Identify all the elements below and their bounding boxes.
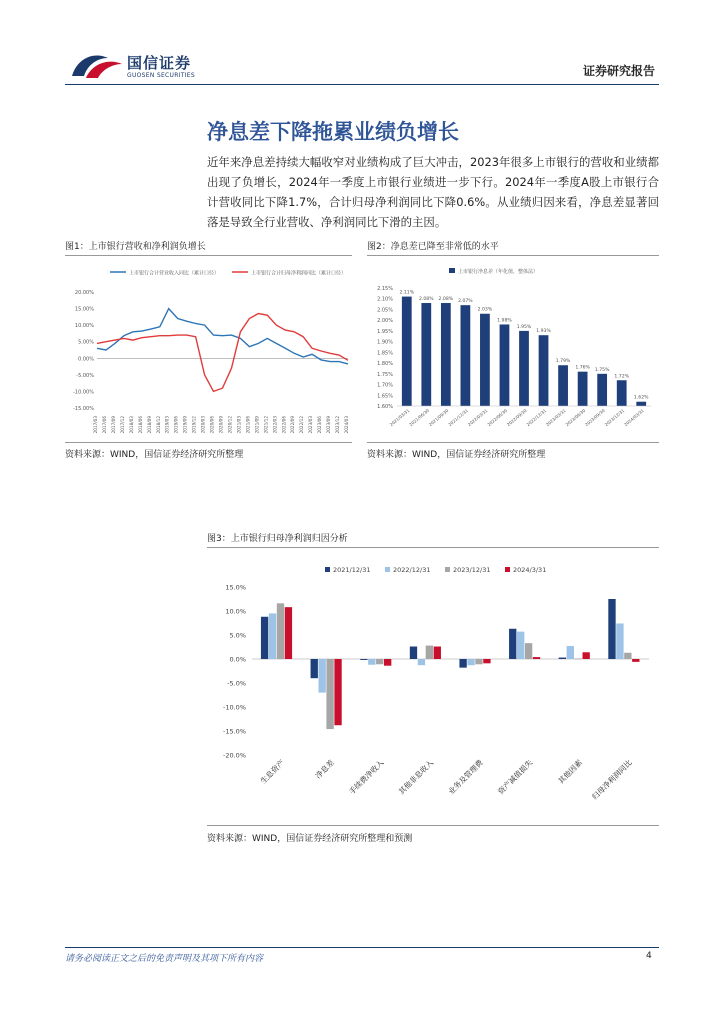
fig2-y-tick-label: 1.70%: [377, 382, 393, 389]
fig2-source: 资料来源：WIND，国信证券经济研究所整理: [367, 450, 546, 460]
fig3-y-tick-label: 15.0%: [225, 583, 246, 592]
fig1-source: 资料来源：WIND，国信证券经济研究所整理: [65, 450, 244, 460]
fig2-y-tick-label: 1.65%: [377, 393, 393, 400]
fig1-x-tick-label: 2021/03: [236, 416, 242, 434]
fig3-x-tick-label: 手续费净收入: [347, 758, 386, 797]
logo-chinese-name: 国信证券: [127, 54, 192, 72]
fig3-bar: [418, 659, 425, 665]
fig1-x-tick-label: 2019/12: [191, 416, 197, 434]
fig1-y-tick-label: -10.00%: [73, 389, 94, 396]
fig1-x-tick-label: 2017/09: [110, 416, 116, 434]
fig3-x-tick-label: 其他非息收入: [396, 758, 436, 797]
fig2-x-tick-label: 2022/09/30: [505, 407, 528, 428]
fig1-y-tick-label: -5.00%: [76, 372, 94, 379]
fig2-data-label: 1.75%: [594, 367, 610, 373]
fig1-x-tick-label: 2023/09: [326, 416, 332, 434]
fig2-bar: [558, 365, 568, 406]
fig2-y-tick-label: 1.75%: [377, 371, 393, 378]
report-type-label: 证券研究报告: [583, 64, 656, 78]
fig1-x-tick-label: 2022/06: [281, 416, 287, 434]
fig2-y-tick-label: 2.10%: [377, 296, 393, 303]
fig1-y-tick-label: 0.00%: [78, 356, 94, 363]
fig2-y-tick-label: 1.95%: [377, 328, 393, 335]
fig2-data-label: 2.03%: [477, 307, 493, 313]
fig3-caption-line: [207, 547, 659, 548]
fig3-bar: [525, 643, 532, 659]
fig1-x-tick-label: 2018/12: [155, 416, 161, 434]
fig3-bar: [459, 659, 466, 668]
fig3-bar: [533, 657, 540, 659]
fig2-x-tick-label: 2022/12/31: [525, 407, 548, 428]
fig1-source-line: [65, 442, 352, 443]
fig3-x-tick-label: 业务及管理费: [446, 758, 485, 797]
fig3-bar: [632, 659, 639, 662]
fig3-bar: [434, 647, 441, 659]
fig1-legend-label-1: 上市银行合计归母净利润同比（累计口径）: [251, 270, 347, 277]
fig3-legend-swatch-3: [505, 567, 510, 572]
fig3-bar: [583, 652, 590, 659]
fig3-bar: [277, 603, 284, 659]
fig3-bar: [426, 646, 433, 659]
fig3-bar: [376, 659, 383, 664]
fig1-x-tick-label: 2017/06: [101, 416, 107, 434]
fig1-y-tick-label: 15.00%: [74, 306, 94, 313]
fig3-y-tick-label: 10.0%: [225, 607, 246, 616]
fig3-x-tick-label: 生息资产: [258, 758, 287, 786]
fig1-x-tick-label: 2023/06: [317, 416, 323, 434]
footer-disclaimer: 请务必阅读正文之后的免责声明及其项下所有内容: [65, 954, 264, 964]
fig3-caption: 图3：上市银行归母净利润归因分析: [207, 534, 348, 544]
fig3-source: 资料来源：WIND，国信证券经济研究所整理和预测: [207, 834, 413, 844]
fig2-data-label: 1.79%: [555, 359, 571, 365]
fig1-x-tick-label: 2023/03: [308, 416, 314, 434]
section-paragraph: 近年来净息差持续大幅收窄对业绩构成了巨大冲击，2023年很多上市银行的营收和业绩都出现了负增长，2024年一季度上市银行业绩进一步下行。2024年一季度A股上市银行合计营收同比下降1.7%，合计归母净利润同比下降0.6%。从业绩归因来看，净息差显著回落是导致全行业营收、净利润同比下滑的主因。: [207, 155, 659, 229]
fig3-bar: [467, 659, 474, 665]
fig1-x-tick-label: 2019/03: [164, 416, 170, 434]
fig3-bar: [368, 659, 375, 665]
fig2-y-tick-label: 2.00%: [377, 318, 393, 325]
fig3-bar: [567, 646, 574, 659]
fig2-x-tick-label: 2023/03/31: [545, 407, 567, 428]
fig2-x-tick-label: 2022/06/30: [486, 407, 509, 428]
page-number: 4: [646, 951, 652, 961]
fig3-bar: [616, 623, 623, 659]
fig1-line-chart: [65, 258, 352, 440]
fig3-y-tick-label: -10.0%: [223, 703, 246, 712]
fig2-bar: [421, 303, 431, 406]
fig1-x-tick-label: 2017/12: [119, 416, 125, 434]
fig2-bar: [636, 402, 646, 406]
fig2-caption: 图2：净息差已降至非常低的水平: [367, 242, 499, 252]
fig2-x-tick-label: 2023/09/30: [584, 407, 606, 428]
fig1-x-tick-label: 2018/06: [137, 416, 143, 434]
fig2-data-label: 1.98%: [497, 318, 512, 324]
fig1-y-tick-label: 10.00%: [74, 323, 94, 330]
fig3-bar-chart: [207, 553, 659, 823]
fig3-x-tick-label: 归母净利润同比: [590, 758, 634, 802]
fig3-bar: [360, 659, 367, 660]
fig1-x-tick-label: 2022/09: [290, 416, 296, 434]
fig3-source-line: [207, 825, 659, 826]
fig1-x-tick-label: 2020/12: [227, 416, 233, 434]
fig3-bar: [285, 607, 292, 659]
fig3-bar: [318, 659, 325, 693]
fig2-bar: [539, 335, 549, 406]
fig2-x-tick-label: 2021/06/30: [408, 407, 430, 428]
fig2-bar-chart: [367, 258, 659, 440]
fig2-y-tick-label: 2.15%: [377, 286, 393, 292]
header-divider: [65, 84, 659, 85]
fig3-bar: [608, 599, 615, 659]
fig2-bar: [519, 331, 529, 406]
fig1-x-tick-label: 2022/03: [272, 416, 278, 434]
fig2-data-label: 2.08%: [438, 297, 454, 303]
guosen-logo-mark: [68, 50, 126, 82]
fig3-x-tick-label: 净息差: [313, 758, 336, 781]
fig2-y-tick-label: 1.85%: [377, 350, 393, 357]
fig1-x-tick-label: 2020/03: [200, 416, 206, 434]
fig3-y-tick-label: -15.0%: [223, 727, 246, 736]
fig1-caption-line: [65, 255, 352, 256]
fig3-bar: [559, 658, 566, 659]
fig3-x-tick-label: 其他因素: [556, 758, 584, 786]
fig2-data-label: 1.95%: [516, 324, 532, 330]
fig3-bar: [311, 659, 318, 678]
fig1-x-tick-label: 2019/09: [182, 416, 188, 434]
fig2-x-tick-label: 2023/06/30: [564, 407, 587, 428]
fig1-y-tick-label: -15.00%: [73, 406, 94, 412]
fig3-bar: [384, 659, 391, 666]
fig1-x-tick-label: 2018/09: [146, 416, 152, 434]
fig2-data-label: 2.08%: [419, 297, 434, 303]
fig3-y-tick-label: 5.0%: [229, 631, 246, 640]
fig3-bar: [509, 629, 516, 659]
fig1-x-tick-label: 2021/09: [254, 416, 260, 434]
fig2-x-tick-label: 2021/12/31: [447, 407, 470, 428]
fig3-bar: [475, 659, 482, 664]
fig3-legend-swatch-0: [325, 567, 330, 572]
fig2-y-tick-label: 1.80%: [377, 361, 393, 368]
fig2-data-label: 2.11%: [399, 290, 415, 296]
fig3-bar: [483, 659, 490, 663]
fig2-data-label: 1.62%: [633, 395, 649, 401]
fig2-y-tick-label: 1.90%: [377, 339, 393, 346]
fig2-data-label: 1.93%: [536, 329, 551, 335]
fig2-bar: [578, 372, 588, 406]
fig1-x-tick-label: 2018/03: [128, 416, 134, 434]
fig3-legend-label-2: 2023/12/31: [453, 566, 491, 574]
fig2-bar: [441, 303, 451, 406]
fig2-source-line: [367, 442, 659, 443]
fig2-y-tick-label: 1.60%: [377, 404, 393, 410]
fig3-y-tick-label: -5.0%: [227, 679, 246, 688]
fig2-x-tick-label: 2023/12/31: [603, 407, 626, 428]
fig1-x-tick-label: 2021/06: [245, 416, 251, 434]
fig1-x-tick-label: 2020/09: [218, 416, 224, 434]
fig3-x-tick-label: 资产减值损失: [496, 758, 535, 797]
fig2-bar: [480, 314, 490, 406]
fig1-x-tick-label: 2021/12: [263, 416, 269, 434]
fig2-data-label: 1.76%: [575, 365, 590, 371]
fig1-x-tick-label: 2017/03: [93, 416, 98, 434]
fig2-bar: [461, 305, 471, 406]
fig2-x-tick-label: 2024/03/31: [623, 407, 645, 428]
fig2-x-tick-label: 2021/09/30: [427, 407, 450, 428]
fig2-y-tick-label: 2.05%: [377, 307, 393, 314]
fig2-legend-swatch: [449, 268, 455, 273]
fig3-bar: [269, 613, 276, 659]
fig1-x-tick-label: 2020/06: [209, 416, 215, 434]
fig1-caption: 图1：上市银行营收和净利润负增长: [65, 242, 206, 252]
fig2-x-tick-label: 2022/03/31: [466, 407, 489, 428]
fig3-bar: [575, 659, 582, 660]
fig2-legend-label: 上市银行净息差（年化值，整体法）: [458, 269, 539, 275]
fig3-y-tick-label: 0.0%: [229, 655, 246, 664]
fig1-legend-label-0: 上市银行合计营业收入同比（累计口径）: [129, 270, 220, 277]
fig2-bar: [500, 324, 510, 406]
fig2-bar: [617, 380, 627, 406]
fig1-series-line-0: [97, 309, 348, 364]
section-title: 净息差下降拖累业绩负增长: [207, 120, 459, 144]
fig3-legend-label-1: 2022/12/31: [393, 566, 431, 574]
fig3-bar: [624, 653, 631, 659]
fig1-x-tick-label: 2022/12: [299, 416, 305, 434]
fig3-y-tick-label: -20.0%: [223, 751, 246, 760]
fig2-bar: [402, 297, 412, 406]
fig1-y-tick-label: 5.00%: [78, 339, 94, 346]
fig2-bar: [597, 374, 607, 406]
fig2-data-label: 1.72%: [614, 374, 629, 380]
fig3-bar: [517, 632, 524, 659]
fig2-caption-line: [367, 255, 659, 256]
fig3-legend-swatch-2: [445, 567, 450, 572]
fig3-bar: [410, 647, 417, 659]
fig1-x-tick-label: 2024/03: [344, 416, 349, 434]
fig3-legend-swatch-1: [385, 567, 390, 572]
fig3-bar: [326, 659, 333, 729]
fig2-data-label: 2.07%: [458, 299, 473, 305]
fig2-x-tick-label: 2021/03/31: [388, 407, 411, 428]
fig1-y-tick-label: 20.00%: [74, 290, 94, 296]
fig3-bar: [334, 659, 341, 725]
footer-divider: [65, 947, 659, 948]
fig1-x-tick-label: 2023/12: [335, 416, 341, 434]
fig1-x-tick-label: 2019/06: [173, 416, 179, 434]
fig3-legend-label-3: 2024/3/31: [513, 566, 547, 574]
logo-english-name: GUOSEN SECURITIES: [127, 72, 196, 79]
fig3-legend-label-0: 2021/12/31: [333, 566, 371, 574]
fig1-series-line-1: [97, 314, 348, 392]
fig3-bar: [261, 617, 268, 659]
